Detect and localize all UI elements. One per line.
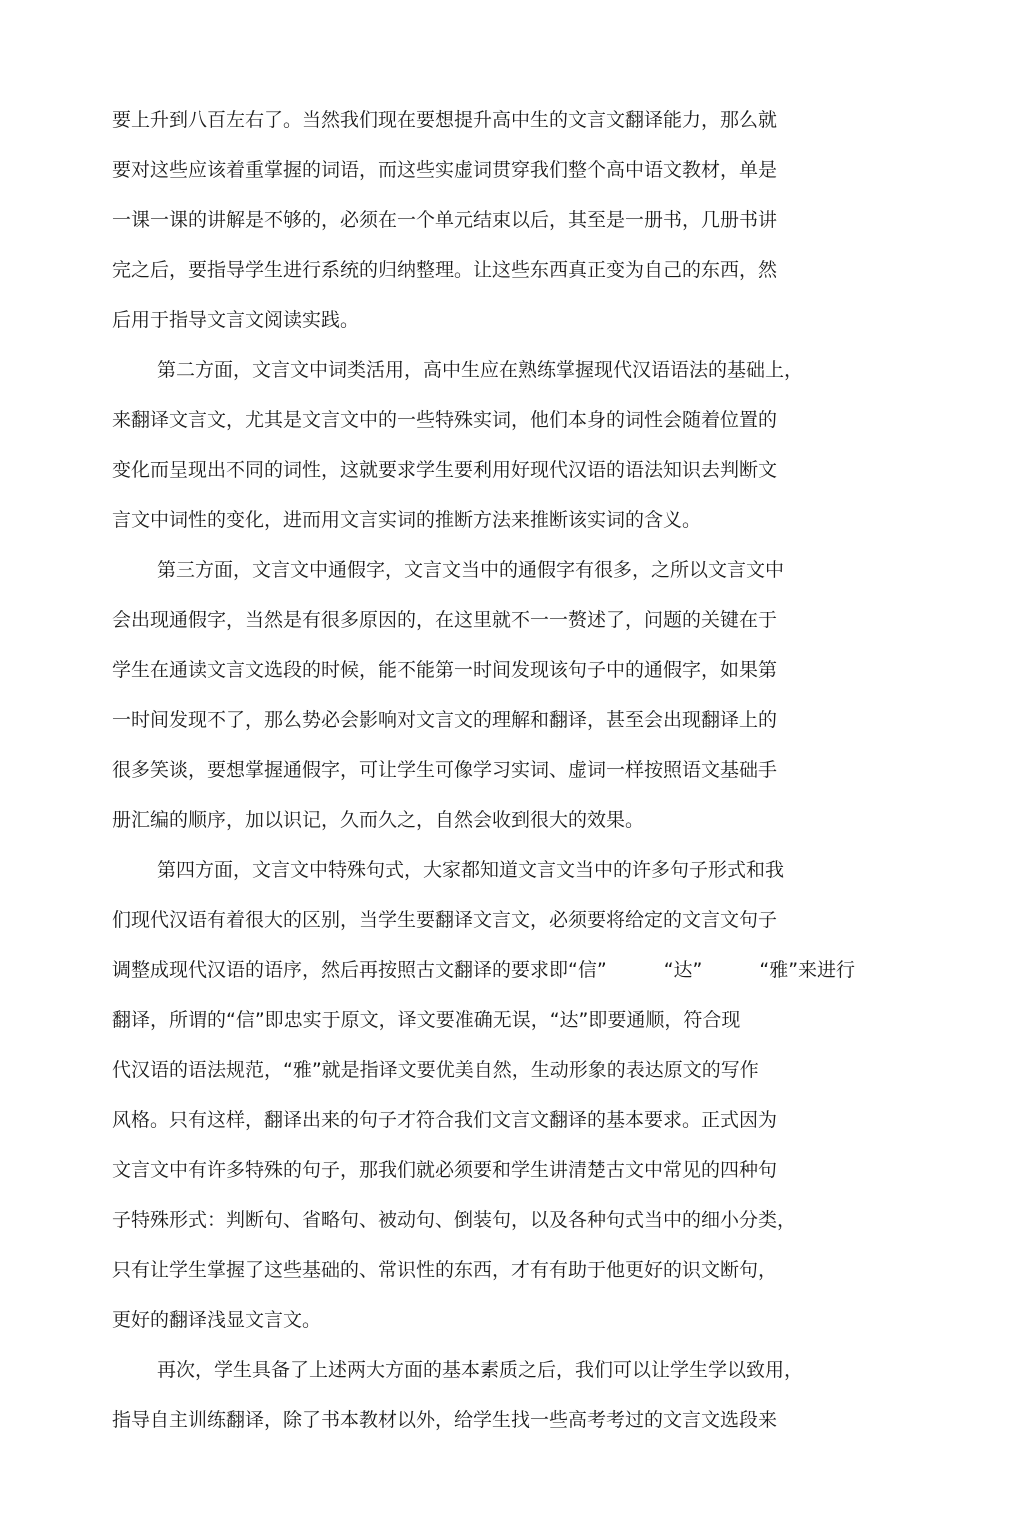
text-line: 完之后，要指导学生进行系统的归纳整理。让这些东西真正变为自己的东西，然	[112, 259, 778, 281]
text-line: 文言文中有许多特殊的句子，那我们就必须要和学生讲清楚古文中常见的四种句	[112, 1159, 778, 1181]
text-line: 一课一课的讲解是不够的，必须在一个单元结束以后，其至是一册书，几册书讲	[112, 209, 778, 231]
text-line: 代汉语的语法规范，“雅”就是指译文要优美自然，生动形象的表达原文的写作	[112, 1059, 759, 1081]
text-line: 子特殊形式：判断句、省略句、被动句、倒装句，以及各种句式当中的细小分类，	[112, 1209, 797, 1231]
text-line: 翻译，所谓的“信”即忠实于原文，译文要准确无误，“达”即要通顺，符合现	[112, 1009, 741, 1031]
text-line: 风格。只有这样，翻译出来的句子才符合我们文言文翻译的基本要求。正式因为	[112, 1109, 778, 1131]
text-line: 言文中词性的变化，进而用文言实词的推断方法来推断该实词的含义。	[112, 509, 702, 531]
text-line: 学生在通读文言文选段的时候，能不能第一时间发现该句子中的通假字，如果第	[112, 659, 778, 681]
text-line: 册汇编的顺序，加以识记，久而久之，自然会收到很大的效果。	[112, 809, 645, 831]
text-line: 调整成现代汉语的语序，然后再按照古文翻译的要求即“信” “达” “雅”来进行	[112, 959, 856, 981]
paragraph-start-line: 第二方面，文言文中词类活用，高中生应在熟练掌握现代汉语语法的基础上，	[157, 359, 804, 381]
text-line: 变化而呈现出不同的词性，这就要求学生要利用好现代汉语的语法知识去判断文	[112, 459, 778, 481]
text-line: 们现代汉语有着很大的区别，当学生要翻译文言文，必须要将给定的文言文句子	[112, 909, 778, 931]
paragraph-start-line: 再次，学生具备了上述两大方面的基本素质之后，我们可以让学生学以致用，	[157, 1359, 804, 1381]
text-line: 指导自主训练翻译，除了书本教材以外，给学生找一些高考考过的文言文选段来	[112, 1409, 778, 1431]
text-line: 要对这些应该着重掌握的词语，而这些实虚词贯穿我们整个高中语文教材，单是	[112, 159, 778, 181]
text-line: 来翻译文言文，尤其是文言文中的一些特殊实词，他们本身的词性会随着位置的	[112, 409, 778, 431]
text-line: 后用于指导文言文阅读实践。	[112, 309, 360, 331]
paragraph-start-line: 第四方面，文言文中特殊句式，大家都知道文言文当中的许多句子形式和我	[157, 859, 785, 881]
text-line: 更好的翻译浅显文言文。	[112, 1309, 322, 1331]
paragraph-start-line: 第三方面，文言文中通假字，文言文当中的通假字有很多，之所以文言文中	[157, 559, 785, 581]
text-line: 很多笑谈，要想掌握通假字，可让学生可像学习实词、虚词一样按照语文基础手	[112, 759, 778, 781]
text-line: 只有让学生掌握了这些基础的、常识性的东西，才有有助于他更好的识文断句，	[112, 1259, 778, 1281]
text-line: 会出现通假字，当然是有很多原因的，在这里就不一一赘述了，问题的关键在于	[112, 609, 778, 631]
text-line: 要上升到八百左右了。当然我们现在要想提升高中生的文言文翻译能力，那么就	[112, 109, 778, 131]
text-line: 一时间发现不了，那么势必会影响对文言文的理解和翻译，甚至会出现翻译上的	[112, 709, 778, 731]
